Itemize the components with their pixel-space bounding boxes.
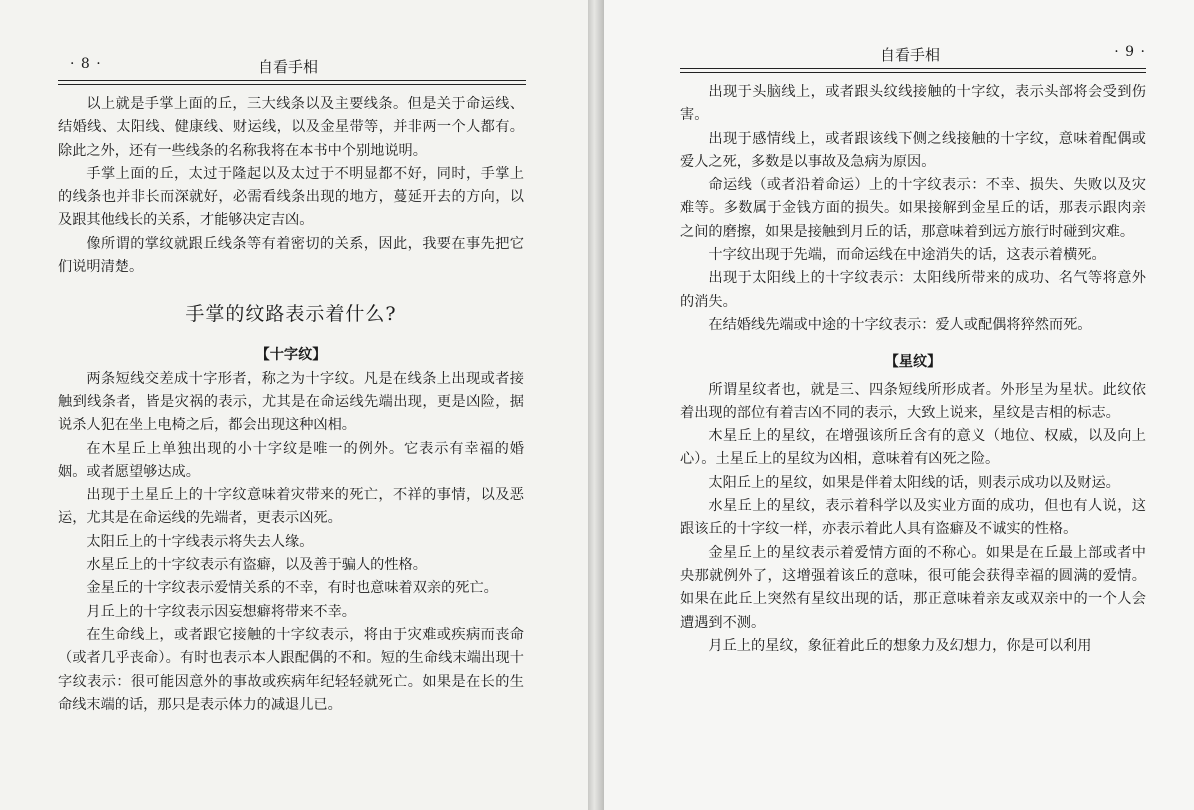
running-title: 自看手相 (258, 58, 319, 76)
page-body (58, 93, 524, 717)
paragraph: 木星丘上的星纹，在增强该所丘含有的意义（地位、权威，以及向上心）。土星丘上的星纹为凶相，意味着有凶死之险。 (680, 428, 1146, 468)
paragraph: 手掌上面的丘，太过于隆起以及太过于不明显都不好，同时，手掌上的线条也并非长而深就好，必需看线条出现的地方，蔓延开去的方向，以及跟其他线长的关系，才能够决定吉凶。 (58, 165, 524, 229)
paragraph: 月丘上的星纹，象征着此丘的想象力及幻想力，你是可以利用 (708, 637, 1092, 654)
subheading-star: 【星纹】 (884, 354, 942, 371)
right-page (604, 0, 1194, 810)
page-number: · 8 · (70, 56, 102, 72)
paragraph: 所谓星纹者也，就是三、四条短线所形成者。外形呈为星状。此纹依着出现的部位有着吉凶不同的表示，大致上说来，星纹是吉相的标志。 (680, 381, 1146, 421)
paragraph: 在木星丘上单独出现的小十字纹是唯一的例外。它表示有幸福的婚姻。或者愿望够达成。 (58, 440, 524, 480)
subheading-cross: 【十字纹】 (255, 347, 327, 364)
section-title: 手掌的纹路表示着什么? (185, 303, 397, 326)
paragraph: 两条短线交差成十字形者，称之为十字纹。凡是在线条上出现或者接触到线条者，皆是灾祸的表示，尤其是在命运线先端出现，更是凶险，据说杀人犯在坐上电椅之后，都会出现这种凶相。 (58, 370, 524, 434)
header-rule (680, 68, 1146, 73)
paragraph: 以上就是手掌上面的丘，三大线条以及主要线条。但是关于命运线、结婚线、太阳线、健康线、财运线，以及金星带等，并非两一个人都有。除此之外，还有一些线条的名称我将在本书中个别地说明。 (58, 96, 524, 159)
paragraph: 在生命线上，或者跟它接触的十字纹表示，将由于灾难或疾病而丧命（或者几乎丧命）。有时也表示本人跟配偶的不和。短的生命线末端出现十字纹表示：很可能因意外的事故或疾病年纪轻轻就死亡。如果是在长的生命线末端的话，那只是表示体力的减退儿已。 (58, 626, 524, 713)
paragraph: 水星丘上的星纹，表示着科学以及实业方面的成功，但也有人说，这跟该丘的十字纹一样，亦表示着此人具有盗癖及不诚实的性格。 (680, 498, 1146, 538)
paragraph: 在结婚线先端或中途的十字纹表示：爱人或配偶将猝然而死。 (708, 316, 1092, 333)
paragraph: 月丘上的十字纹表示因妄想癖将带来不幸。 (86, 603, 356, 620)
paragraph: 十字纹出现于先端，而命运线在中途消失的话，这表示着横死。 (708, 247, 1106, 264)
paragraph: 命运线（或者沿着命运）上的十字纹表示：不幸、损失、失败以及灾难等。多数属于金钱方面的损失。如果接解到金星丘的话，那表示跟肉亲之间的磨擦，如果是接触到月丘的话，那意味着到远方旅行时碰到灾难。 (680, 177, 1146, 240)
paragraph: 像所谓的掌纹就跟丘线条等有着密切的关系，因此，我要在事先把它们说明清楚。 (58, 235, 524, 276)
page-header (680, 44, 1146, 68)
running-title: 自看手相 (880, 46, 941, 64)
paragraph: 太阳丘上的星纹，如果是伴着太阳线的话，则表示成功以及财运。 (708, 474, 1120, 491)
book-gutter (588, 0, 604, 810)
paragraph: 金星丘上的星纹表示着爱情方面的不称心。如果是在丘最上部或者中央那就例外了，这增强着该丘的意味，很可能会获得幸福的圆满的爱情。如果在此丘上突然有星纹出现的话，那正意味着亲友或双亲中的一个人会遭遇到不测。 (680, 544, 1146, 631)
paragraph: 出现于太阳线上的十字纹表示：太阳线所带来的成功、名气等将意外的消失。 (680, 270, 1146, 310)
paragraph: 出现于感情线上，或者跟该线下侧之线接触的十字纹，意味着配偶或爱人之死，多数是以事故及急病为原因。 (680, 130, 1146, 170)
paragraph: 出现于头脑线上，或者跟头纹线接触的十字纹，表示头部将会受到伤害。 (680, 84, 1146, 124)
page-header (58, 56, 526, 80)
paragraph: 出现于土星丘上的十字纹意味着灾带来的死亡，不祥的事情，以及恶运，尤其是在命运线的先端者，更表示凶死。 (58, 487, 524, 527)
paragraph: 水星丘上的十字纹表示有盗癖，以及善于骗人的性格。 (86, 557, 427, 574)
paragraph: 太阳丘上的十字线表示将失去人缘。 (86, 533, 314, 550)
paragraph: 金星丘的十字纹表示爱情关系的不幸，有时也意味着双亲的死亡。 (86, 580, 498, 597)
header-rule (58, 80, 526, 85)
page-body (680, 81, 1146, 658)
left-page (0, 0, 588, 810)
page-number: · 9 · (1114, 44, 1146, 60)
